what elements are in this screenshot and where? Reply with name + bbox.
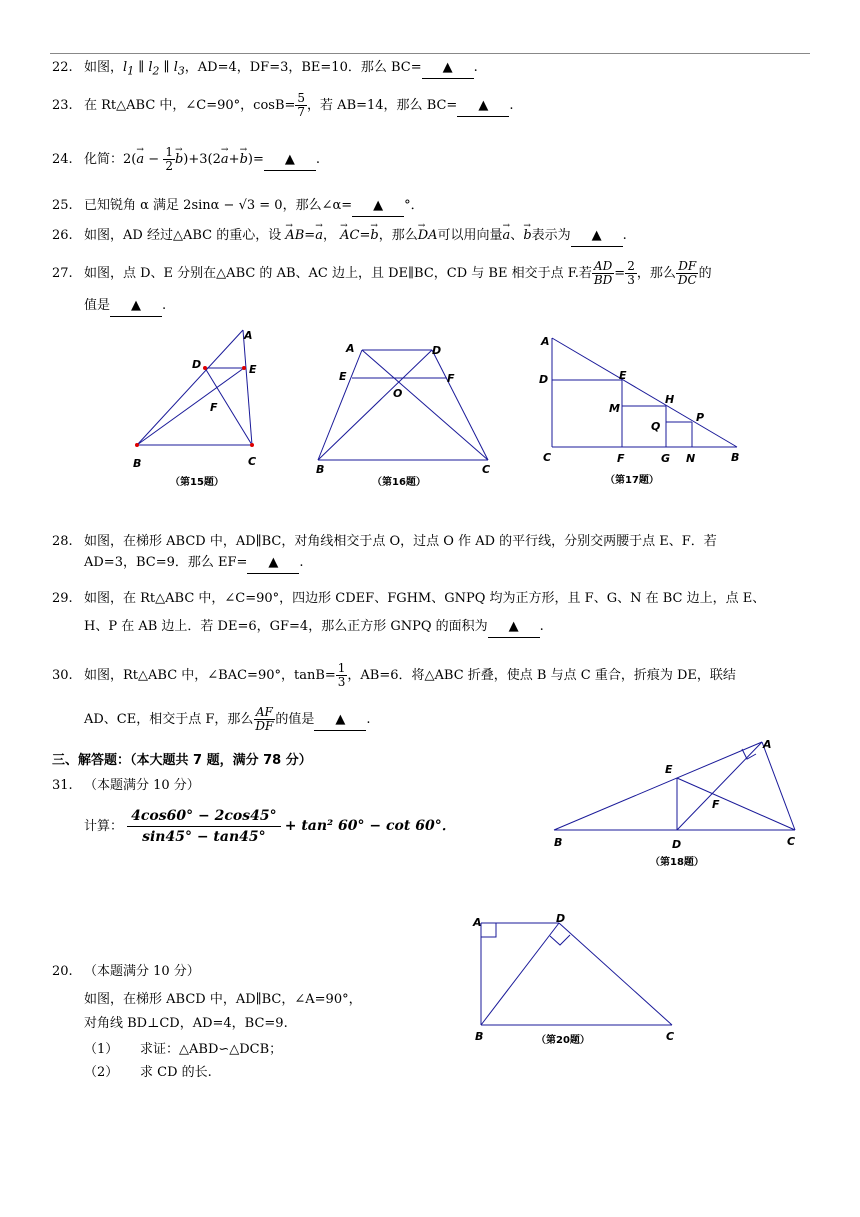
vector-a: → a <box>221 150 229 170</box>
question-27-line2: 值是 ▲ . <box>84 296 166 317</box>
question-number: 26. <box>52 228 73 243</box>
q20-part2 <box>84 1063 212 1083</box>
question-30-line2: AD、CE，相交于点 F，那么 $\frac{AF}{DF}$ 的值是 ▲ . <box>84 705 371 733</box>
frac-den: 7 <box>297 105 306 119</box>
question-24: 24. 化简：2(→ a − $\frac{1}{2}$ → b)+3(2→ a+→ b)= ▲ . <box>52 146 812 173</box>
q24-text: 化简： <box>84 152 124 167</box>
frac-den: BD <box>593 273 613 287</box>
point-E <box>242 366 246 370</box>
frac-num: 1 <box>337 661 346 675</box>
frac-den: DF <box>255 719 274 733</box>
q20-part1 <box>84 1040 282 1060</box>
question-number: 24. <box>52 152 73 167</box>
coef: 2 <box>123 152 132 167</box>
label-E: E <box>339 370 347 383</box>
q30-line2: AD、CE，相交于点 F，那么 <box>84 712 254 727</box>
part-text: 求 CD 的长. <box>140 1065 212 1080</box>
vector-a: → a <box>315 226 323 246</box>
figure-18 <box>550 735 810 875</box>
fraction <box>295 92 307 119</box>
label-C: C <box>543 451 552 464</box>
answer-blank[interactable]: ▲ <box>488 617 540 638</box>
frac-num: AF <box>255 705 273 719</box>
part-number: （1） <box>84 1042 119 1057</box>
q26-text-c: 可以用向量 <box>437 228 503 243</box>
l3-sub: 3 <box>177 64 185 78</box>
q30-line2-b: 的值是 <box>275 712 315 727</box>
vector-a: → a <box>503 226 511 246</box>
answer-blank[interactable]: ▲ <box>422 58 474 79</box>
frac-den: 3 <box>337 675 346 689</box>
label-A: A <box>346 342 355 355</box>
q28-line1: 如图，在梯形 ABCD 中，AD∥BC，对角线相交于点 O，过点 O 作 AD 的平行线，分别交两腰于点 E、F．若 <box>84 534 717 549</box>
label-B: B <box>316 463 325 476</box>
frac-num: AD <box>593 259 613 273</box>
q27-text-c: 的 <box>698 266 712 281</box>
q23-text-b: ，若 AB=14，那么 BC= <box>307 98 458 113</box>
q20-score: （本题满分 10 分） <box>84 964 200 979</box>
l1-sub: 1 <box>127 64 135 78</box>
answer-blank[interactable]: ▲ <box>314 710 366 731</box>
q30-text: 如图，Rt△ABC 中，∠BAC=90°，tanB= <box>84 668 336 683</box>
label-D: D <box>539 373 549 386</box>
q20-line1: 如图，在梯形 ABCD 中，AD∥BC，∠A=90°， <box>84 992 362 1007</box>
caption-18: （第18题） <box>650 857 704 868</box>
label-E: E <box>249 363 257 376</box>
q20-line2: 对角线 BD⊥CD，AD=4，BC=9. <box>84 1016 288 1031</box>
q29-line2: H、P 在 AB 边上．若 DE=6，GF=4，那么正方形 GNPQ 的面积为 <box>84 619 488 634</box>
label-D: D <box>556 912 566 925</box>
q23-text: 在 Rt△ABC 中，∠C=90°，cosB= <box>84 98 296 113</box>
q25-text: 已知锐角 α 满足 2sinα − √3 = 0，那么∠α= <box>84 198 353 213</box>
frac-num: DF <box>678 259 697 273</box>
answer-blank[interactable]: ▲ <box>264 150 316 171</box>
answer-blank[interactable]: ▲ <box>247 553 299 574</box>
label-B: B <box>554 836 563 849</box>
answer-blank[interactable]: ▲ <box>352 196 404 217</box>
question-29-line2: H、P 在 AB 边上．若 DE=6，GF=4，那么正方形 GNPQ 的面积为 ▲ . <box>84 617 544 638</box>
caption-16: （第16题） <box>372 477 426 488</box>
label-C: C <box>787 835 796 848</box>
equals: = <box>359 228 371 243</box>
vector-b: → b <box>240 150 248 170</box>
label-H: H <box>665 393 675 406</box>
figure-15 <box>130 325 270 490</box>
label-F: F <box>617 452 625 465</box>
vector-b: → b <box>523 226 531 246</box>
label-B: B <box>731 451 740 464</box>
frac-num: 2 <box>627 259 635 273</box>
vector-DA: → DA <box>418 226 438 246</box>
point-C <box>250 443 254 447</box>
question-number: 23. <box>52 98 73 113</box>
question-23: 23. 在 Rt△ABC 中，∠C=90°，cosB= $\frac{5}{7}$ ，若 AB=14，那么 BC= ▲ . <box>52 91 514 119</box>
vector-AC: → AC <box>340 226 359 246</box>
plus: + <box>228 152 240 167</box>
q26-text-d: 表示为 <box>531 228 571 243</box>
label-B: B <box>475 1030 484 1043</box>
frac-den: 2 <box>165 159 173 173</box>
question-number: 28. <box>52 534 73 549</box>
q31-tail: + tan² 60° − cot 60°． <box>284 818 456 834</box>
answer-blank[interactable]: ▲ <box>571 226 623 247</box>
q22-sep: ， <box>184 60 198 75</box>
q28-line2: AD=3，BC=9．那么 EF= <box>84 555 248 570</box>
label-C: C <box>666 1030 675 1043</box>
q26-text-b: ，那么 <box>378 228 418 243</box>
answer-blank[interactable]: ▲ <box>457 96 509 117</box>
sep: 、 <box>510 228 524 243</box>
frac-den: sin45° − tan45° <box>142 829 266 845</box>
vector-b: → b <box>175 150 183 170</box>
q22-text: 如图， <box>84 60 124 75</box>
label-E: E <box>619 369 627 382</box>
label-A: A <box>244 329 253 342</box>
question-26: 26. 如图，AD 经过△ABC 的重心，设 → AB=→ a， → AC=→ b，那么→ DA可以用向量→ a、→ b表示为 ▲ . <box>52 226 812 247</box>
label-Q: Q <box>651 420 661 433</box>
question-number: 20. <box>52 964 73 979</box>
question-number: 27. <box>52 266 73 281</box>
label-D: D <box>432 344 442 357</box>
figure-17 <box>535 335 750 495</box>
question-number: 25. <box>52 198 73 213</box>
label-N: N <box>686 452 696 465</box>
question-28-line2: AD=3，BC=9．那么 EF= ▲ . <box>84 553 304 574</box>
label-E: E <box>665 763 673 776</box>
frac-num: 5 <box>297 91 306 105</box>
fraction <box>336 662 348 689</box>
minus: − <box>148 152 160 167</box>
q27-text: 如图，点 D、E 分别在△ABC 的 AB、AC 边上，且 DE∥BC，CD 与 BE 相交于点 F.若 <box>84 266 592 281</box>
label-B: B <box>133 457 142 470</box>
question-31-expr <box>84 806 456 847</box>
label-C: C <box>248 455 257 468</box>
q25-unit: °． <box>404 198 424 213</box>
l1: l <box>123 60 128 75</box>
q30-text-b: ，AB=6．将△ABC 折叠，使点 B 与点 C 重合，折痕为 DE，联结 <box>347 668 736 683</box>
q27-line2: 值是 <box>84 298 111 313</box>
plus: +3 <box>188 152 208 167</box>
equals: = <box>304 228 316 243</box>
point-B <box>135 443 139 447</box>
caption-15: （第15题） <box>170 477 224 488</box>
q26-text: 如图，AD 经过△ABC 的重心，设 <box>84 228 282 243</box>
label-O: O <box>393 387 403 400</box>
section-heading: 三、解答题：（本大题共 7 题，满分 78 分） <box>52 753 312 768</box>
frac-num: 1 <box>165 145 173 159</box>
label-F: F <box>447 372 455 385</box>
label-C: C <box>482 463 491 476</box>
q29-line1: 如图，在 Rt△ABC 中，∠C=90°，四边形 CDEF、FGHM、GNPQ 均为正方形，且 F、G、N 在 BC 边上，点 E、 <box>84 591 766 606</box>
header-rule <box>50 53 810 54</box>
label-A: A <box>763 738 772 751</box>
question-30 <box>52 662 812 689</box>
frac-num: 4cos60° − 2cos45° <box>127 806 280 827</box>
frac-den: 3 <box>627 273 635 287</box>
question-29 <box>52 589 812 609</box>
label-A: A <box>541 335 550 348</box>
label-P: P <box>696 411 705 424</box>
fraction <box>163 146 175 173</box>
part-text: 求证：△ABD∽△DCB； <box>140 1042 283 1057</box>
question-number: 29. <box>52 591 73 606</box>
fraction <box>253 706 275 733</box>
point-D <box>203 366 207 370</box>
label-G: G <box>661 452 671 465</box>
question-number: 30. <box>52 668 73 683</box>
l2: l <box>148 60 153 75</box>
caption-17: （第17题） <box>605 475 659 486</box>
label-D: D <box>672 838 682 851</box>
q22-ask: BC= <box>390 60 422 75</box>
question-22: 22. 如图，$l_1$ ∥ $l_2$ ∥ $l_3$，AD=4，DF=3，BE=10．那么 BC= ▲ . <box>52 60 478 78</box>
l3: l <box>173 60 178 75</box>
equals: = <box>252 152 264 167</box>
label-F: F <box>712 798 720 811</box>
question-20 <box>52 962 812 982</box>
q22-given: AD=4，DF=3，BE=10．那么 <box>197 60 387 75</box>
label-M: M <box>609 402 620 415</box>
vector-a: → a <box>136 150 144 170</box>
question-number: 22. <box>52 60 73 75</box>
label-F: F <box>210 401 218 414</box>
question-number: 31. <box>52 778 73 793</box>
coef: 2 <box>212 152 221 167</box>
label-A: A <box>473 916 482 929</box>
fraction <box>592 260 614 287</box>
l2-sub: 2 <box>152 64 160 78</box>
answer-blank[interactable]: ▲ <box>110 296 162 317</box>
part-number: （2） <box>84 1065 119 1080</box>
frac-den: DC <box>677 273 697 287</box>
q27-text-b: ，那么 <box>636 266 676 281</box>
equals: = <box>614 266 626 281</box>
question-28 <box>52 532 812 552</box>
question-25 <box>52 196 812 217</box>
fraction <box>625 260 637 287</box>
q31-score: （本题满分 10 分） <box>84 778 200 793</box>
figure-16 <box>310 340 500 490</box>
question-27 <box>52 260 812 287</box>
vector-AB: → AB <box>285 226 304 246</box>
fraction <box>676 260 699 287</box>
caption-20: （第20题） <box>536 1035 590 1046</box>
vector-b: → b <box>370 226 378 246</box>
label-D: D <box>192 358 202 371</box>
fraction <box>127 806 280 847</box>
q31-label: 计算： <box>84 819 124 834</box>
